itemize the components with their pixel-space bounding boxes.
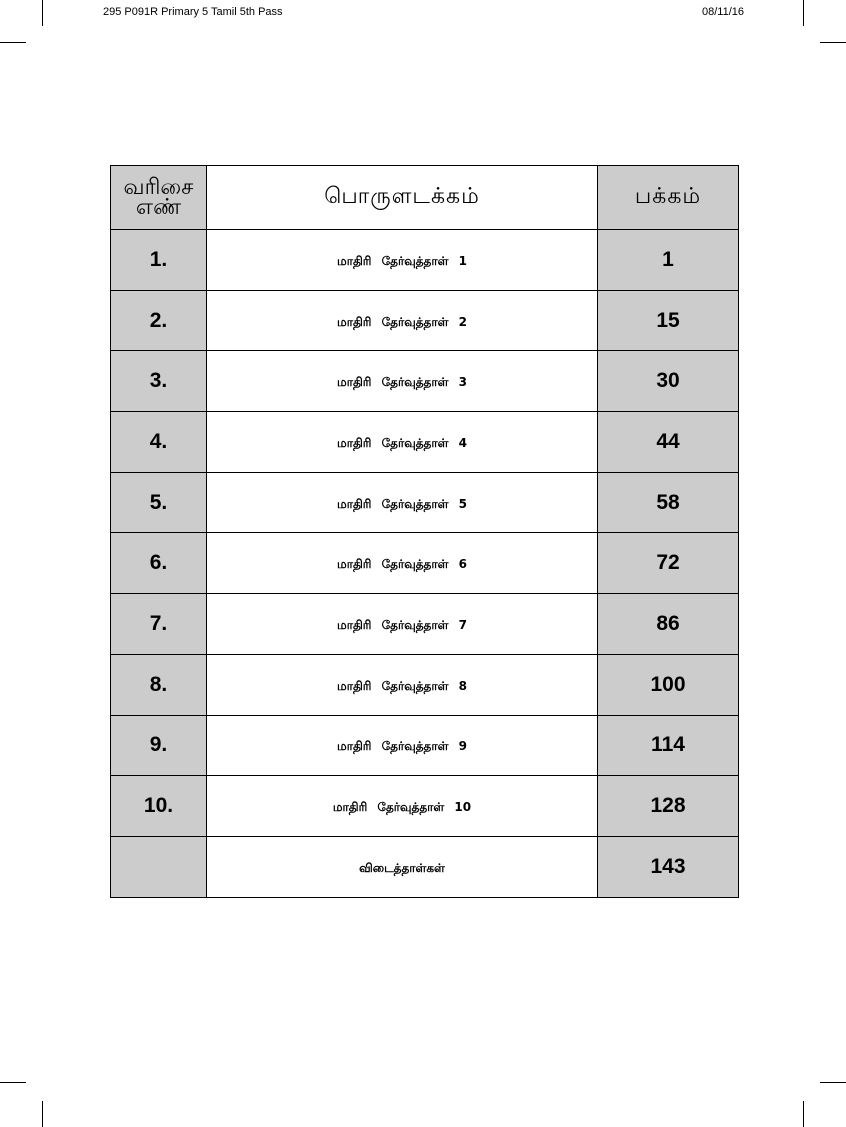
row-title-cell (207, 472, 598, 533)
row-title: மாதிரி தேர்வுத்தாள் 10 (332, 800, 472, 815)
row-page-number: 44 (656, 429, 680, 453)
row-title: மாதிரி தேர்வுத்தாள் 3 (337, 375, 467, 390)
row-number-cell (111, 472, 207, 533)
row-number-cell (111, 836, 207, 897)
row-page-cell (598, 594, 739, 655)
header-serial-line1: வரிசை (123, 174, 194, 200)
row-title: மாதிரி தேர்வுத்தாள் 5 (337, 496, 467, 511)
table-row (111, 412, 739, 473)
table-row (111, 836, 739, 897)
row-number-cell (111, 654, 207, 715)
row-number-cell (111, 594, 207, 655)
header-page: பக்கம் (634, 183, 702, 209)
crop-mark (0, 42, 26, 43)
row-number: 5. (149, 490, 168, 514)
row-title: மாதிரி தேர்வுத்தாள் 1 (337, 253, 467, 268)
row-title: மாதிரி தேர்வுத்தாள் 8 (337, 678, 467, 693)
row-title-cell (207, 533, 598, 594)
row-number: 8. (149, 672, 168, 696)
row-title-cell (207, 290, 598, 351)
row-title-cell (207, 715, 598, 776)
row-page-number: 15 (656, 308, 680, 332)
crop-mark (803, 0, 804, 26)
row-number-cell (111, 290, 207, 351)
row-page-cell (598, 351, 739, 412)
row-page-cell (598, 654, 739, 715)
row-page-cell (598, 290, 739, 351)
row-page-cell (598, 715, 739, 776)
row-page-number: 1 (662, 247, 674, 271)
table-row (111, 715, 739, 776)
row-title: மாதிரி தேர்வுத்தாள் 2 (337, 314, 467, 329)
row-title-cell (207, 654, 598, 715)
row-title-cell (207, 230, 598, 291)
row-title-cell (207, 412, 598, 473)
row-number: 2. (149, 308, 168, 332)
row-number: 4. (149, 429, 168, 453)
row-page-number: 72 (656, 551, 680, 575)
row-page-number: 128 (650, 794, 686, 818)
slug-job-title: 295 P091R Primary 5 Tamil 5th Pass (103, 6, 283, 18)
row-number: 7. (149, 611, 168, 635)
header-contents: பொருளடக்கம் (324, 183, 480, 209)
row-title-cell (207, 776, 598, 837)
row-page-number: 114 (651, 733, 685, 757)
row-title-cell (207, 351, 598, 412)
header-serial-line2: எண் (135, 194, 182, 220)
header-contents-cell (207, 166, 598, 230)
row-page-number: 30 (656, 369, 680, 393)
row-page-cell (598, 412, 739, 473)
row-page-cell (598, 776, 739, 837)
table-row (111, 230, 739, 291)
row-page-number: 86 (656, 611, 680, 635)
row-page-cell (598, 230, 739, 291)
header-serial-cell (111, 166, 207, 230)
row-page-number: 100 (650, 672, 686, 696)
row-title-cell (207, 836, 598, 897)
table-row (111, 351, 739, 412)
contents-table (110, 165, 739, 898)
slug-date: 08/11/16 (701, 6, 744, 18)
row-title: மாதிரி தேர்வுத்தாள் 7 (337, 617, 467, 632)
row-title: மாதிரி தேர்வுத்தாள் 9 (337, 739, 467, 754)
table-row (111, 654, 739, 715)
row-number: 10. (143, 794, 174, 818)
row-title: விடைத்தாள்கள் (359, 860, 445, 875)
row-page-cell (598, 533, 739, 594)
header-page-cell (598, 166, 739, 230)
table-header-row (111, 166, 739, 230)
row-title: மாதிரி தேர்வுத்தாள் 4 (337, 435, 467, 450)
row-number: 6. (149, 551, 168, 575)
row-number: 9. (149, 733, 168, 757)
table-row (111, 533, 739, 594)
row-number-cell (111, 715, 207, 776)
crop-mark (0, 1082, 26, 1083)
row-title: மாதிரி தேர்வுத்தாள் 6 (337, 557, 467, 572)
row-number: 3. (149, 369, 168, 393)
table-row (111, 776, 739, 837)
row-number-cell (111, 230, 207, 291)
row-number-cell (111, 533, 207, 594)
row-title-cell (207, 594, 598, 655)
table-row (111, 290, 739, 351)
row-page-cell (598, 836, 739, 897)
row-number-cell (111, 412, 207, 473)
row-number-cell (111, 351, 207, 412)
crop-mark (820, 42, 846, 43)
crop-mark (42, 1101, 43, 1127)
crop-mark (42, 0, 43, 26)
row-number: 1. (149, 247, 168, 271)
crop-mark (803, 1101, 804, 1127)
table-row (111, 594, 739, 655)
table-row (111, 472, 739, 533)
row-page-cell (598, 472, 739, 533)
row-page-number: 58 (656, 490, 680, 514)
crop-mark (820, 1082, 846, 1083)
row-page-number: 143 (650, 854, 686, 878)
row-number-cell (111, 776, 207, 837)
